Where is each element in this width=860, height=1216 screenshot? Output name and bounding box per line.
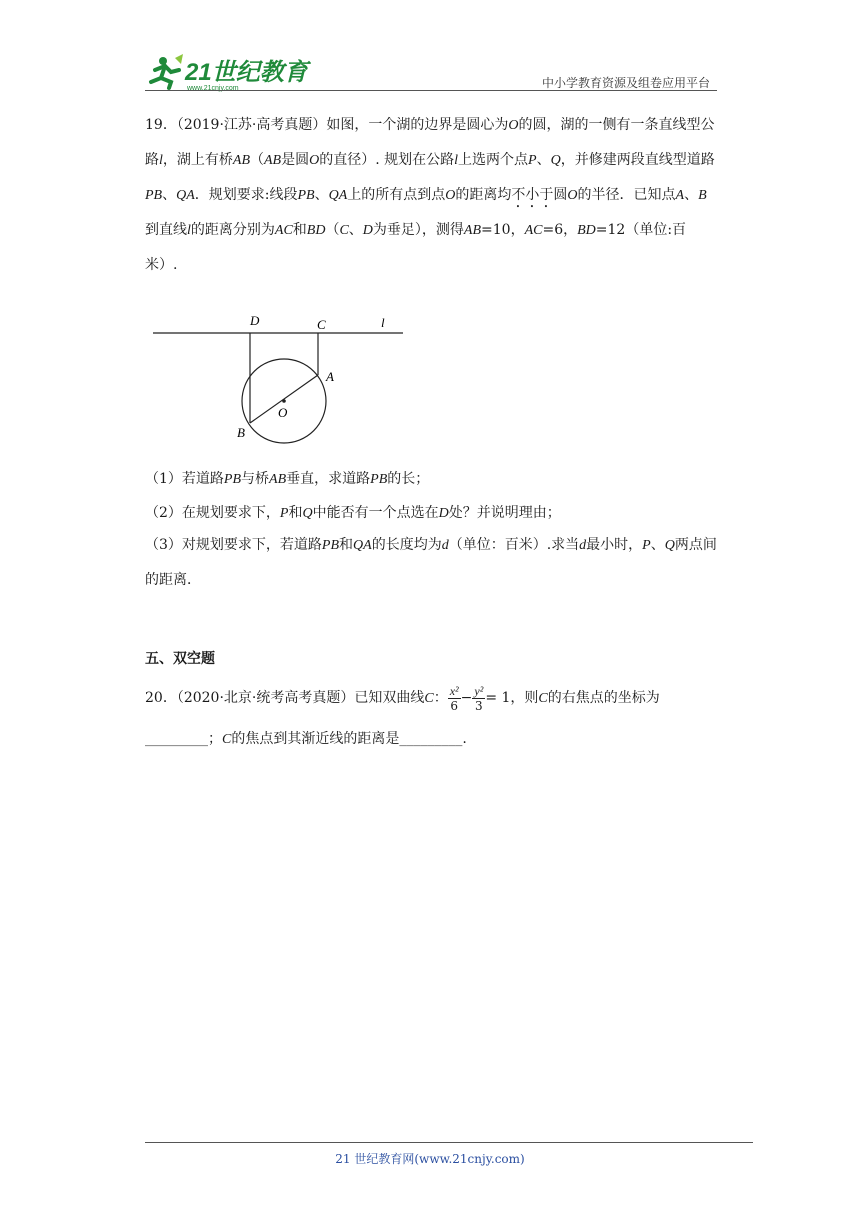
var: PB xyxy=(223,472,242,487)
sub-text: （单位：百米）.求当 xyxy=(448,537,580,553)
var: O xyxy=(508,118,519,133)
q20-text: 的焦点到其渐近线的距离是 xyxy=(231,731,400,747)
section-title: 五、双空题 xyxy=(145,651,215,667)
q19-text: 的距离分别为 xyxy=(190,222,275,238)
q19-text: 是圆 xyxy=(281,152,310,168)
answer-blank-1: _________ xyxy=(145,731,208,747)
question-19 xyxy=(145,108,717,282)
logo-text: 21世纪教育 xyxy=(185,59,308,86)
frac-den: 3 xyxy=(475,698,483,713)
var: l xyxy=(187,223,191,238)
q20-text: ，则 xyxy=(510,690,539,706)
var: D xyxy=(438,506,449,521)
var: AB xyxy=(264,153,282,168)
answer-blank-2: _________ xyxy=(399,731,463,747)
q19-text: 为垂足），测得 xyxy=(372,222,464,238)
var: PB xyxy=(321,538,340,553)
var: Q xyxy=(302,506,313,521)
q19-text: 的半径．已知点 xyxy=(577,187,676,203)
label-d: D xyxy=(250,313,260,328)
sub-text: 和 xyxy=(288,505,303,521)
sub-text: 中能否有一个点选在 xyxy=(312,505,439,521)
q19-text: 、 xyxy=(314,187,329,203)
var: AB xyxy=(232,153,250,168)
var: D xyxy=(362,223,373,238)
label-c: C xyxy=(317,317,326,332)
sub-text: 最小时， xyxy=(586,537,643,553)
q20-text: − xyxy=(460,690,473,706)
sub-text: 与桥 xyxy=(241,471,270,487)
footer-divider xyxy=(145,1142,753,1143)
question-20 xyxy=(145,680,660,717)
sub-text: （1）若道路 xyxy=(145,471,224,487)
fraction-y2-3 xyxy=(472,684,485,713)
var: AC xyxy=(524,223,543,238)
q20-number: 20． xyxy=(145,690,177,706)
var: QA xyxy=(328,188,348,203)
q19-text: ，并修建两段直线型道路 xyxy=(560,152,715,168)
var: PB xyxy=(145,188,163,203)
emphasis-text: 不小于 xyxy=(511,187,554,203)
fraction-x2-6 xyxy=(448,684,461,713)
var: A xyxy=(675,188,685,203)
var: QA xyxy=(353,538,372,553)
q19-text: 的直径）. 规划在公路 xyxy=(319,152,455,168)
q20-text: 的右焦点的坐标为 xyxy=(547,690,660,706)
sub-text: 的长度均为 xyxy=(371,537,442,553)
var: P xyxy=(279,506,289,521)
var: Q xyxy=(550,153,561,168)
var: AB xyxy=(463,223,482,238)
var: QA xyxy=(176,188,195,203)
var: P xyxy=(528,153,537,168)
var: C xyxy=(424,691,434,706)
q19-text: =12（单位:百米）. xyxy=(145,222,687,273)
q19-sub3 xyxy=(145,528,717,597)
var: d xyxy=(441,538,449,553)
q19-source: （2019·江苏·高考真题） xyxy=(176,117,327,133)
q19-text: 圆 xyxy=(553,187,568,203)
var: AB xyxy=(269,472,287,487)
sub-text: 两点间的距离． xyxy=(145,537,717,588)
q19-text: （ xyxy=(325,222,340,238)
q19-text: 、 xyxy=(684,187,699,203)
q19-text: 的距离均 xyxy=(455,187,512,203)
question-20-line2 xyxy=(145,728,467,748)
q20-source: （2020·北京·统考高考真题） xyxy=(176,690,355,706)
header-divider xyxy=(145,90,717,91)
var: BD xyxy=(577,223,596,238)
q19-text: （ xyxy=(250,152,264,168)
header-platform-text: 中小学教育资源及组卷应用平台 xyxy=(541,76,710,90)
sub-text: 处？并说明理由； xyxy=(448,505,561,521)
q19-text: 的圆，湖的一侧有一条直线型公路 xyxy=(145,117,715,168)
sub-text: （2）在规划要求下， xyxy=(145,505,280,521)
q19-text: 如图，一个湖的边界是圆心为 xyxy=(326,117,509,133)
q20-text: ： xyxy=(433,690,448,706)
label-a: A xyxy=(326,369,334,384)
label-l: l xyxy=(381,315,385,330)
var: O xyxy=(309,153,320,168)
q19-sub2 xyxy=(145,502,561,522)
q19-text: =10， xyxy=(481,222,525,238)
var: l xyxy=(159,153,163,168)
var: l xyxy=(454,153,459,168)
var: P xyxy=(642,538,651,553)
sub-text: 和 xyxy=(339,537,354,553)
q19-text: 、 xyxy=(348,222,363,238)
label-b: B xyxy=(237,425,245,440)
frac-num: y² xyxy=(474,683,484,698)
q19-text: ，湖上有桥 xyxy=(162,152,233,168)
var: O xyxy=(445,188,456,203)
var: C xyxy=(538,691,548,706)
q20-text: = 1 xyxy=(485,690,511,706)
q19-text: 和 xyxy=(292,222,307,238)
q20-text: 已知双曲线 xyxy=(354,690,425,706)
q20-text: . xyxy=(462,731,467,747)
var: d xyxy=(579,538,587,553)
site-logo xyxy=(145,52,315,92)
q19-text: 上的所有点到点 xyxy=(347,187,446,203)
var: PB xyxy=(297,188,315,203)
logo-sub: www.21cnjy.com xyxy=(187,85,239,92)
q19-text: 、 xyxy=(162,187,177,203)
sub-text: 、 xyxy=(650,537,665,553)
sub-text: 垂直，求道路 xyxy=(286,471,371,487)
center-point xyxy=(282,399,286,403)
frac-num: x² xyxy=(449,683,459,698)
var: C xyxy=(222,732,232,747)
sub-text: （3）对规划要求下，若道路 xyxy=(145,537,322,553)
footer-text: 21 世纪教育网(www.21cnjy.com) xyxy=(335,1152,525,1166)
q20-text: ； xyxy=(208,731,222,747)
lake-figure xyxy=(145,305,415,450)
q19-sub1 xyxy=(145,468,429,488)
label-o: O xyxy=(278,405,288,420)
q19-text: =6， xyxy=(542,222,578,238)
var: PB xyxy=(370,472,388,487)
var: O xyxy=(567,188,578,203)
q19-text: 到直线 xyxy=(145,222,187,238)
q19-text: ．规划要求:线段 xyxy=(194,187,298,203)
q19-number: 19． xyxy=(145,117,177,133)
var: BD xyxy=(306,223,326,238)
q19-text: 、 xyxy=(536,152,551,168)
var: AC xyxy=(274,223,293,238)
sub-text: 的长； xyxy=(387,471,430,487)
frac-den: 6 xyxy=(450,698,458,713)
var: Q xyxy=(664,538,675,553)
var: B xyxy=(698,188,707,203)
q19-text: 上选两个点 xyxy=(458,152,529,168)
var: C xyxy=(339,223,349,238)
